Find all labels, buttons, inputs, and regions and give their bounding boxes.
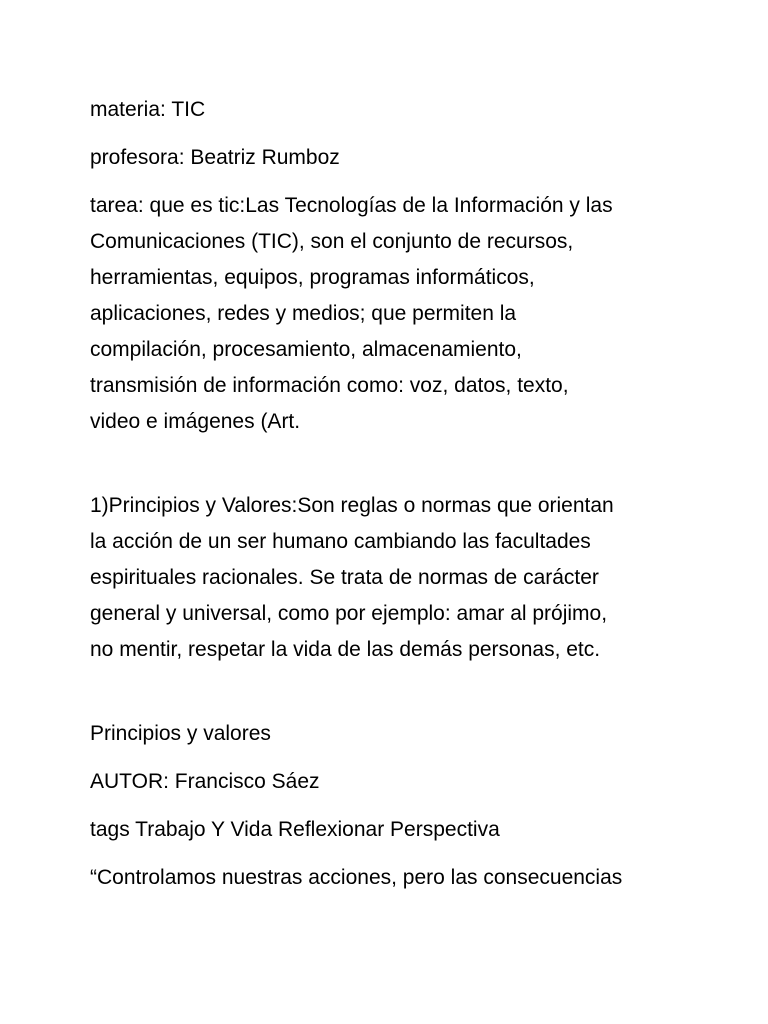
author-line bbox=[90, 764, 690, 800]
tags-text: tags Trabajo Y Vida Reflexionar Perspectiva bbox=[90, 818, 500, 841]
quote-text: “Controlamos nuestras acciones, pero las consecuencias bbox=[90, 866, 623, 889]
teacher-line bbox=[90, 140, 690, 176]
principles-line: no mentir, respetar la vida de las demás personas, etc. bbox=[90, 638, 601, 661]
principles-line: la acción de un ser humano cambiando las facultades bbox=[90, 530, 591, 553]
principles-paragraph bbox=[90, 488, 690, 668]
principles-line: espirituales racionales. Se trata de normas de carácter bbox=[90, 566, 599, 589]
document-page bbox=[90, 92, 690, 908]
principles-line: general y universal, como por ejemplo: amar al prójimo, bbox=[90, 602, 608, 625]
article-title: Principios y valores bbox=[90, 722, 271, 745]
task-line: video e imágenes (Art. bbox=[90, 410, 301, 433]
task-line: compilación, procesamiento, almacenamiento, bbox=[90, 338, 522, 361]
task-line: Comunicaciones (TIC), son el conjunto de recursos, bbox=[90, 230, 574, 253]
author-text: AUTOR: Francisco Sáez bbox=[90, 770, 320, 793]
tags-line bbox=[90, 812, 690, 848]
task-line: aplicaciones, redes y medios; que permiten la bbox=[90, 302, 517, 325]
quote-line bbox=[90, 860, 690, 896]
task-paragraph bbox=[90, 188, 690, 440]
subject-line bbox=[90, 92, 690, 128]
task-line: tarea: que es tic:Las Tecnologías de la Información y las bbox=[90, 194, 613, 217]
task-line: herramientas, equipos, programas informáticos, bbox=[90, 266, 535, 289]
article-title-line bbox=[90, 716, 690, 752]
task-line: transmisión de información como: voz, datos, texto, bbox=[90, 374, 569, 397]
principles-line: 1)Principios y Valores:Son reglas o normas que orientan bbox=[90, 494, 614, 517]
subject-text: materia: TIC bbox=[90, 98, 206, 121]
teacher-text: profesora: Beatriz Rumboz bbox=[90, 146, 340, 169]
